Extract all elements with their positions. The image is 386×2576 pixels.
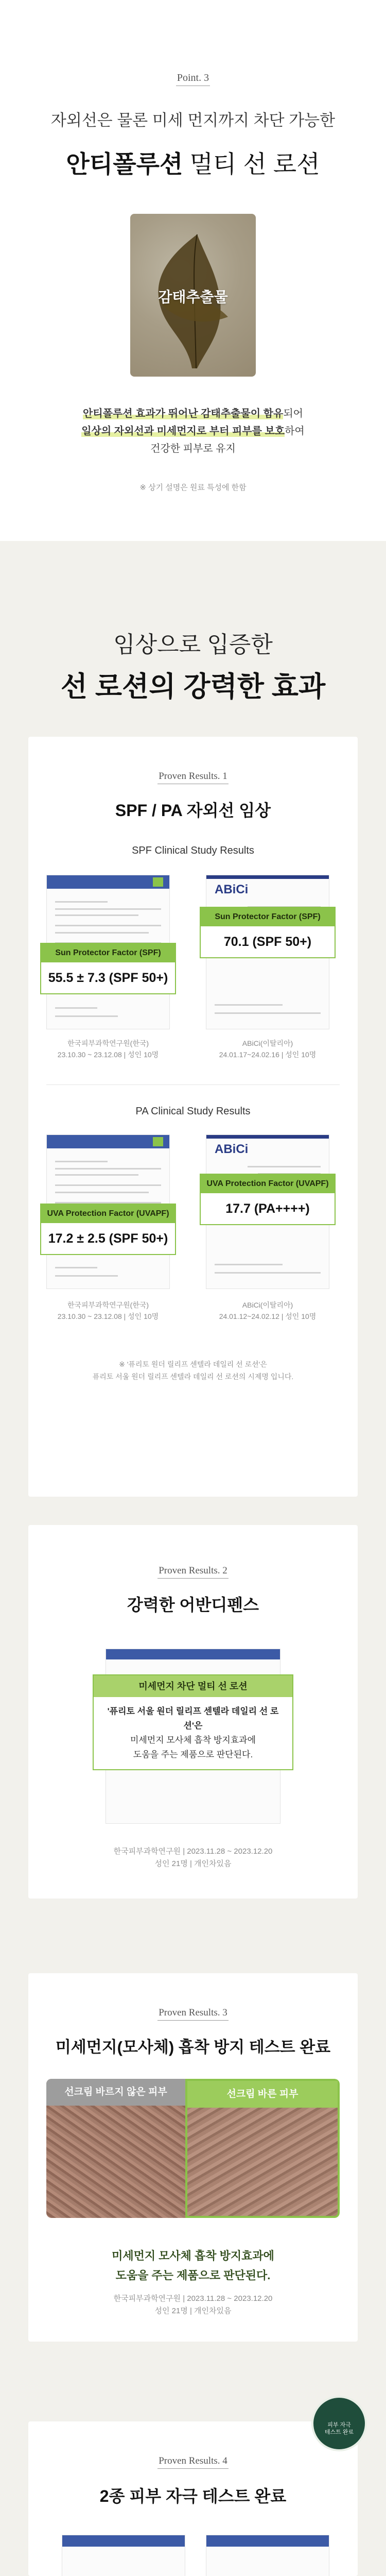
spf-report-abici: ABiCi [206, 875, 329, 1029]
urban-defense-result: 미세먼지 차단 멀티 선 로션 '퓨리토 서울 원더 릴리프 센텔라 데일리 선 로션'은 미세먼지 모사체 흡착 방지효과에 도움을 주는 제품으로 판단된다. [93, 1674, 293, 1770]
irritation-test-badge: 피부 자극 테스트 완료 [311, 2396, 367, 2451]
result4-heading: 2종 피부 자극 테스트 완료 [99, 2487, 287, 2505]
spf-result-korea: Sun Protector Factor (SPF) 55.5 ± 7.3 (SPF 50+) [40, 943, 176, 994]
irritation-reports-preview [46, 2524, 340, 2576]
skin-without-sunscreen: 선크림 바르지 않은 피부 [46, 2079, 185, 2218]
point3-subtitle: 자외선은 물론 미세 먼지까지 차단 가능한 [50, 111, 336, 129]
image-label: 감태추출물 [158, 289, 228, 305]
point3-description: 안티폴루션 효과가 뛰어난 감태추출물이 함유되어 일상의 자외선과 미세먼지로 부터 피부를 보호하여 건강한 피부로 유지 [81, 408, 305, 454]
spf-subtitle: SPF Clinical Study Results [132, 845, 254, 856]
skin-with-sunscreen: 선크림 바른 피부 [185, 2079, 340, 2218]
spf-caption-korea: 한국피부과학연구원(한국) 23.10.30 ~ 23.12.08 | 성인 10명 [57, 1039, 159, 1059]
result3-heading: 미세먼지(모사체) 흡착 방지 테스트 완료 [55, 2038, 331, 2056]
proven-tag: Proven Results. 3 [28, 2007, 358, 2019]
pa-report-abici: ABiCi [206, 1134, 329, 1289]
seaweed-image [130, 214, 256, 377]
section2-headline: 선 로션의 강력한 효과 [60, 671, 326, 702]
result1-footnote: ※ '퓨리토 원더 릴리프 센텔라 데일리 선 로션'은 퓨리토 서울 원더 릴리프 센텔라 데일리 선 로션의 시제명 입니다. [92, 1360, 294, 1381]
proven-tag: Proven Results. 4 [28, 2455, 358, 2467]
point3-section [0, 0, 386, 541]
pa-result-korea: UVA Protection Factor (UVAPF) 17.2 ± 2.5 (SPF 50+) [40, 1204, 176, 1255]
pa-result-abici: UVA Protection Factor (UVAPF) 17.7 (PA++++) [200, 1174, 336, 1225]
pa-subtitle: PA Clinical Study Results [135, 1106, 251, 1117]
proven-results-1-card [28, 737, 358, 1497]
proven-tag: Proven Results. 2 [28, 1565, 358, 1577]
divider [46, 1084, 340, 1085]
proven-tag: Proven Results. 1 [28, 771, 358, 782]
proven-results-4-card [28, 2421, 358, 2576]
point-tag: Point. 3 [0, 72, 386, 84]
skin-comparison [46, 2079, 340, 2218]
result2-heading: 강력한 어반디펜스 [127, 1596, 259, 1614]
point3-title: 안티폴루션 멀티 선 로션 [66, 150, 320, 178]
result1-heading: SPF / PA 자외선 임상 [115, 801, 271, 820]
proven-results-2-card [28, 1525, 358, 1899]
spf-caption-abici: ABiCi(이탈리아) 24.01.17~24.02.16 | 성인 10명 [219, 1039, 317, 1059]
spf-result-abici: Sun Protector Factor (SPF) 70.1 (SPF 50+) [200, 907, 336, 958]
result2-caption: 한국피부과학연구원 | 2023.11.28 ~ 2023.12.20 성인 21명 | 개인차있음 [113, 1847, 273, 1868]
section2-title: 임상으로 입증한 [113, 632, 273, 657]
point3-note: ※ 상기 설명은 원료 특성에 한함 [139, 483, 247, 492]
pa-caption-abici: ABiCi(이탈리아) 24.01.12~24.02.12 | 성인 10명 [219, 1301, 317, 1320]
pa-caption-korea: 한국피부과학연구원(한국) 23.10.30 ~ 23.12.08 | 성인 10명 [57, 1301, 159, 1320]
result3-claim: 미세먼지 모사체 흡착 방지효과에 도움을 주는 제품으로 판단된다. [112, 2249, 274, 2282]
result3-caption: 한국피부과학연구원 | 2023.11.28 ~ 2023.12.20 성인 21명 | 개인차있음 [113, 2294, 273, 2315]
proven-results-3-card [28, 1973, 358, 2342]
